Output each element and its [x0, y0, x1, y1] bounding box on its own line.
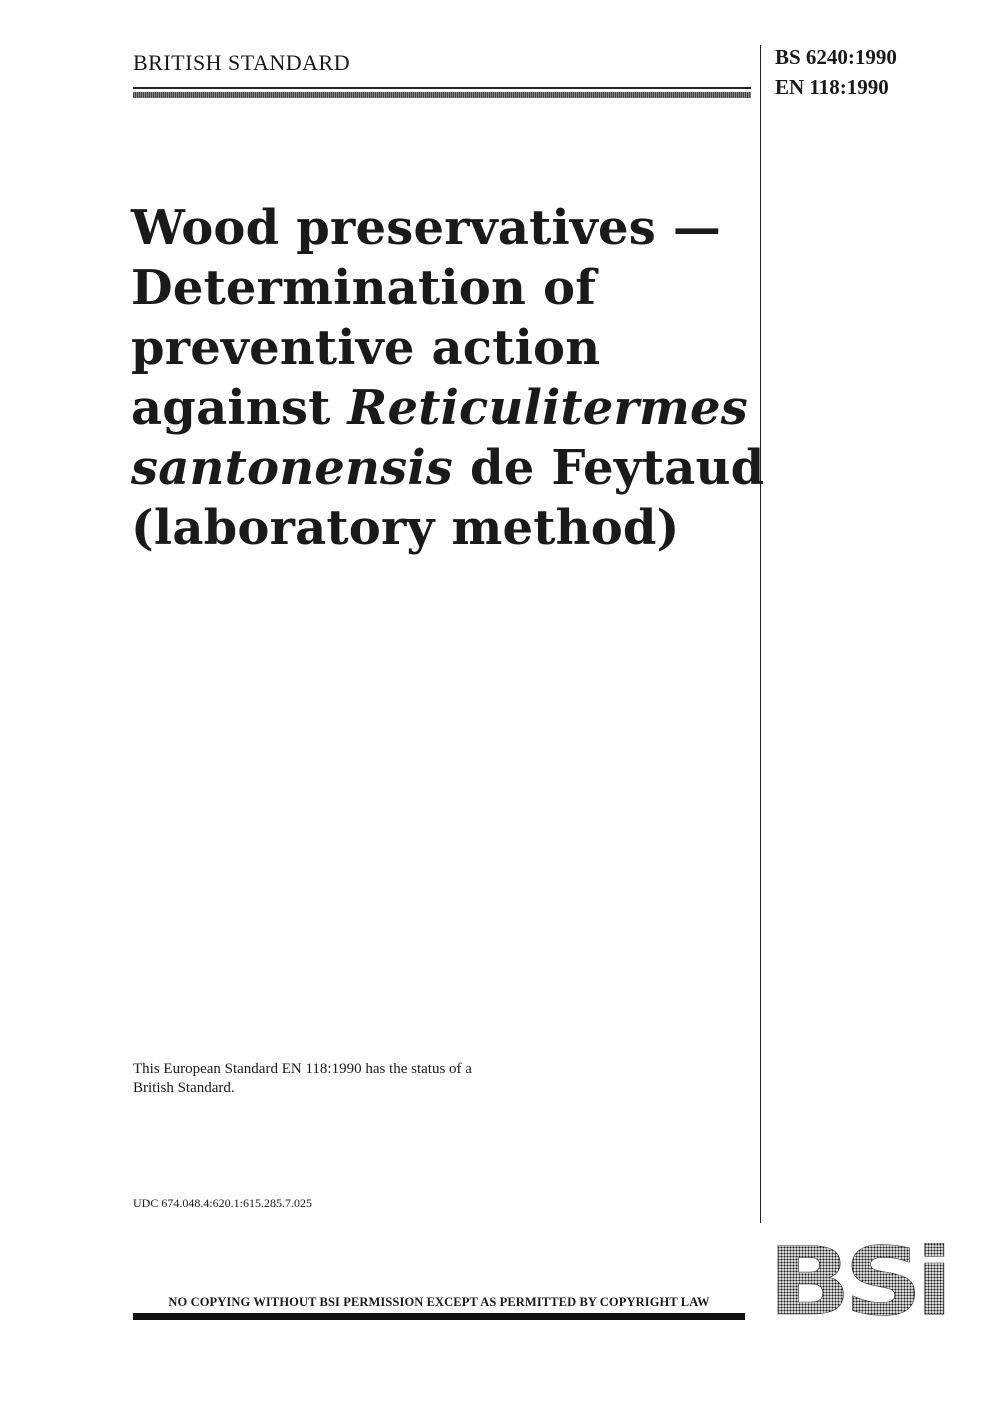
- udc-classification: UDC 674.048.4:620.1:615.285.7.025: [133, 1196, 313, 1210]
- header-rule-thick: [133, 92, 751, 98]
- footer-rule: [133, 1313, 745, 1320]
- header-rule-thin: [133, 87, 751, 89]
- title-line-4-prefix: against: [131, 380, 348, 436]
- title-line-4: [131, 378, 751, 438]
- bsi-logo-icon: [768, 1243, 946, 1321]
- title-line-1: Wood preservatives —: [131, 200, 722, 256]
- standard-number-en: EN 118:1990: [775, 75, 889, 99]
- title-species-epithet: santonensis: [131, 440, 454, 496]
- title-line-3: preventive action: [131, 320, 601, 376]
- status-note-line-2: British Standard.: [133, 1080, 235, 1096]
- bsi-logo-text: BSi: [768, 1243, 946, 1321]
- title-line-6: (laboratory method): [131, 500, 680, 556]
- document-series-label: BRITISH STANDARD: [133, 50, 351, 75]
- title-line-5-suffix: de Feytaud: [453, 440, 765, 496]
- title-line-5: [131, 438, 765, 498]
- standard-number-bs: BS 6240:1990: [775, 45, 897, 69]
- title-line-2: Determination of: [131, 260, 597, 316]
- copyright-notice: NO COPYING WITHOUT BSI PERMISSION EXCEPT AS PERMITTED BY COPYRIGHT LAW: [168, 1295, 710, 1309]
- title-species-genus: Reticulitermes: [347, 380, 748, 436]
- vertical-divider: [760, 45, 761, 1223]
- document-title: [131, 198, 765, 558]
- status-note: [133, 1060, 593, 1098]
- status-note-line-1: This European Standard EN 118:1990 has the status of a: [133, 1061, 472, 1077]
